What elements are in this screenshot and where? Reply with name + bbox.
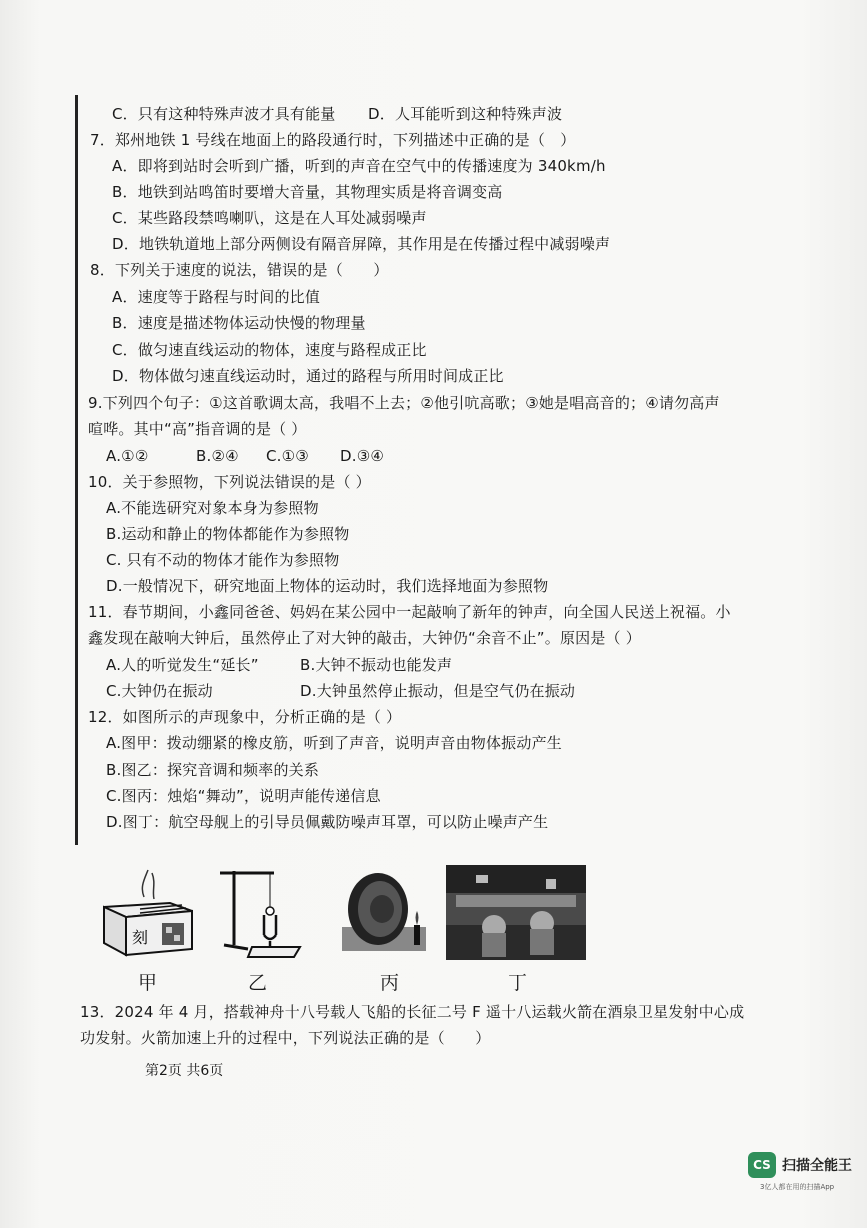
q11-option-b: B.大钟不振动也能发声 bbox=[300, 656, 453, 674]
camscanner-brand: 扫描全能王 bbox=[782, 1158, 852, 1174]
q12-option-c: C.图丙：烛焰“舞动”，说明声能传递信息 bbox=[106, 787, 381, 805]
q12-stem: 12．如图所示的声现象中，分析正确的是（ ） bbox=[88, 708, 402, 726]
camscanner-tagline: 3亿人都在用的扫描App bbox=[760, 1183, 835, 1191]
page-footer: 第2页 共6页 bbox=[145, 1063, 224, 1079]
q11-stem-line2: 鑫发现在敲响大钟后，虽然停止了对大钟的敲击，大钟仍“余音不止”。原因是（ ） bbox=[88, 629, 641, 647]
camscanner-logo-icon: CS bbox=[748, 1152, 776, 1178]
q9-stem-line1: 9.下列四个句子：①这首歌调太高，我唱不上去；②他引吭高歌；③她是唱高音的；④请勿高声 bbox=[88, 394, 720, 412]
q9-option-d: D.③④ bbox=[340, 447, 385, 465]
q10-option-a: A.不能选研究对象本身为参照物 bbox=[106, 499, 319, 517]
figure-label-bing: 丙 bbox=[380, 972, 400, 994]
q9-option-a: A.①② bbox=[106, 447, 149, 465]
q9-option-b: B.②④ bbox=[196, 447, 239, 465]
q7-option-a: A．即将到站时会听到广播，听到的声音在空气中的传播速度为 340km/h bbox=[112, 157, 606, 175]
figure-jia-rubber-band-box bbox=[100, 865, 196, 960]
q13-stem-line1: 13．2024 年 4 月，搭载神舟十八号载人飞船的长征二号 F 遥十八运载火箭在酒泉卫星发射中心成 bbox=[80, 1003, 745, 1021]
q6-option-d: D．人耳能听到这种特殊声波 bbox=[368, 105, 563, 123]
q7-stem: 7．郑州地铁 1 号线在地面上的路段通行时，下列描述中正确的是（ ） bbox=[90, 131, 576, 149]
q12-option-d: D.图丁：航空母舰上的引导员佩戴防噪声耳罩，可以防止噪声产生 bbox=[106, 813, 549, 831]
q8-option-c: C．做匀速直线运动的物体，速度与路程成正比 bbox=[112, 341, 427, 359]
figure-label-ding: 丁 bbox=[508, 972, 528, 994]
figure-jia-box-text: 刻 bbox=[132, 928, 149, 947]
q13-stem-line2: 功发射。火箭加速上升的过程中，下列说法正确的是（ ） bbox=[80, 1029, 491, 1047]
q12-option-b: B.图乙：探究音调和频率的关系 bbox=[106, 761, 320, 779]
q7-option-d: D．地铁轨道地上部分两侧设有隔音屏障，其作用是在传播过程中减弱噪声 bbox=[112, 235, 611, 253]
q7-option-c: C．某些路段禁鸣喇叭，这是在人耳处减弱噪声 bbox=[112, 209, 427, 227]
q8-option-d: D．物体做匀速直线运动时，通过的路程与所用时间成正比 bbox=[112, 367, 504, 385]
figure-label-jia: 甲 bbox=[138, 972, 158, 994]
binding-margin-line bbox=[75, 95, 78, 845]
q8-stem: 8．下列关于速度的说法，错误的是（ ） bbox=[90, 261, 389, 279]
figure-label-yi: 乙 bbox=[248, 972, 268, 994]
figure-bing-speaker-candle bbox=[336, 865, 432, 960]
q8-option-b: B．速度是描述物体运动快慢的物理量 bbox=[112, 314, 366, 332]
q9-stem-line2: 喧哗。其中“高”指音调的是（ ） bbox=[88, 420, 307, 438]
q10-option-d: D.一般情况下，研究地面上物体的运动时，我们选择地面为参照物 bbox=[106, 577, 549, 595]
q10-option-c: C. 只有不动的物体才能作为参照物 bbox=[106, 551, 340, 569]
q10-stem: 10．关于参照物，下列说法错误的是（ ） bbox=[88, 473, 371, 491]
q6-option-c: C．只有这种特殊声波才具有能量 bbox=[112, 105, 336, 123]
q7-option-b: B．地铁到站鸣笛时要增大音量，其物理实质是将音调变高 bbox=[112, 183, 503, 201]
q11-stem-line1: 11．春节期间，小鑫同爸爸、妈妈在某公园中一起敲响了新年的钟声，向全国人民送上祝福。小 bbox=[88, 603, 731, 621]
q9-option-c: C.①③ bbox=[266, 447, 309, 465]
q11-option-c: C.大钟仍在振动 bbox=[106, 682, 213, 700]
q12-option-a: A.图甲：拨动绷紧的橡皮筋，听到了声音，说明声音由物体振动产生 bbox=[106, 734, 562, 752]
q10-option-b: B.运动和静止的物体都能作为参照物 bbox=[106, 525, 350, 543]
figure-ding-carrier-crew bbox=[446, 865, 586, 960]
figure-yi-tuning-fork bbox=[212, 865, 308, 960]
q11-option-d: D.大钟虽然停止振动，但是空气仍在振动 bbox=[300, 682, 576, 700]
q11-option-a: A.人的听觉发生“延长” bbox=[106, 656, 259, 674]
q8-option-a: A．速度等于路程与时间的比值 bbox=[112, 288, 321, 306]
